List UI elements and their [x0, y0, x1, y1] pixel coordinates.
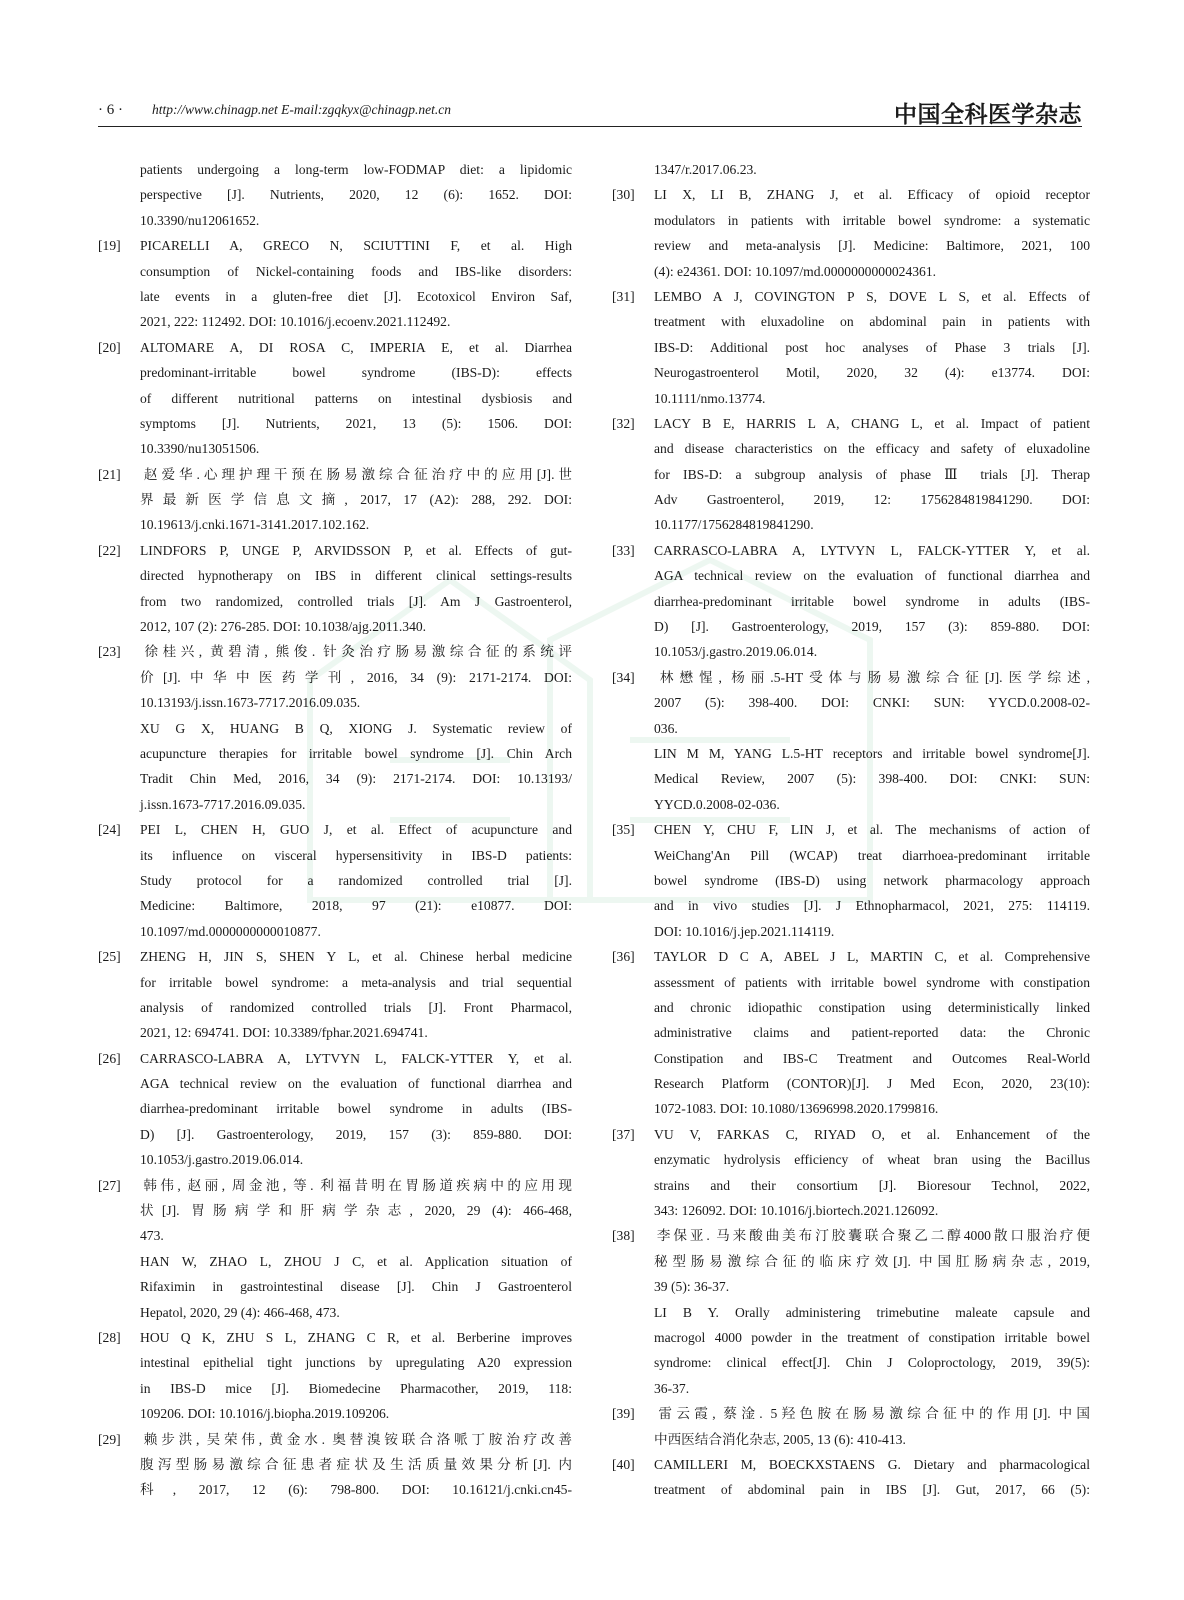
- reference-number: [20]: [98, 339, 121, 355]
- reference-entry-start: [98, 1173, 572, 1198]
- reference-text: enzymatic hydrolysis efficiency of wheat bran using the Bacillus: [654, 1152, 1090, 1168]
- reference-text: syndrome: clinical effect[J]. Chin J Coloproctology, 2019, 39(5):: [654, 1355, 1090, 1371]
- reference-text: j.issn.1673-7717.2016.09.035.: [140, 796, 306, 812]
- reference-entry-start: [612, 1452, 1090, 1477]
- reference-line: [612, 512, 1090, 537]
- reference-text: 2021, 12: 694741. DOI: 10.3389/fphar.2021.694741.: [140, 1025, 428, 1041]
- reference-number: [25]: [98, 949, 121, 965]
- reference-text: 2007 (5): 398-400. DOI: CNKI: SUN: YYCD.0.2008-02-: [654, 695, 1090, 711]
- reference-entry-start: [98, 1427, 572, 1452]
- reference-line: [612, 309, 1090, 334]
- reference-text: 赵爱华.心理护理干预在肠易激综合征治疗中的应用[J].世: [140, 466, 572, 482]
- reference-text: DOI: 10.1016/j.jep.2021.114119.: [654, 923, 835, 939]
- reference-text: 1072-1083. DOI: 10.1080/13696998.2020.1799816.: [654, 1101, 939, 1117]
- reference-entry-start: [98, 639, 572, 664]
- reference-text: LACY B E, HARRIS L A, CHANG L, et al. Impact of patient: [654, 415, 1090, 431]
- reference-text: perspective [J]. Nutrients, 2020, 12 (6): 1652. DOI:: [140, 187, 572, 203]
- reference-number: [34]: [612, 669, 635, 685]
- reference-line: [98, 716, 572, 741]
- reference-line: [98, 284, 572, 309]
- reference-line: [98, 208, 572, 233]
- reference-entry-start: [612, 1122, 1090, 1147]
- references-column-right: [612, 157, 1090, 1503]
- reference-line: [98, 512, 572, 537]
- reference-line: [98, 1071, 572, 1096]
- reference-line: [612, 1198, 1090, 1223]
- reference-text: Hepatol, 2020, 29 (4): 466-468, 473.: [140, 1304, 340, 1320]
- reference-line: [612, 462, 1090, 487]
- reference-text: 36-37.: [654, 1380, 690, 1396]
- reference-text: for IBS-D: a subgroup analysis of phase Ⅲ trials [J]. Therap: [654, 466, 1090, 482]
- reference-line: [98, 309, 572, 334]
- reference-entry-start: [612, 411, 1090, 436]
- reference-text: late events in a gluten-free diet [J]. Ecotoxicol Environ Saf,: [140, 288, 572, 304]
- reference-line: [98, 157, 572, 182]
- reference-line: [612, 893, 1090, 918]
- reference-text: CARRASCO-LABRA A, LYTVYN L, FALCK-YTTER Y, et al.: [654, 542, 1090, 558]
- reference-text: 中西医结合消化杂志, 2005, 13 (6): 410-413.: [654, 1431, 906, 1447]
- reference-line: [98, 1274, 572, 1299]
- reference-line: [98, 259, 572, 284]
- reference-text: and in vivo studies [J]. J Ethnopharmacol, 2021, 275: 114119.: [654, 898, 1090, 914]
- reference-text: 10.3390/nu13051506.: [140, 441, 260, 457]
- reference-entry-start: [98, 233, 572, 258]
- reference-text: strains and their consortium [J]. Bioresour Technol, 2022,: [654, 1177, 1090, 1193]
- reference-entry-start: [98, 538, 572, 563]
- header-rule: [98, 126, 1082, 127]
- reference-number: [23]: [98, 644, 121, 660]
- reference-line: [98, 1147, 572, 1172]
- reference-text: administrative claims and patient-reported data: the Chronic: [654, 1025, 1090, 1041]
- reference-line: [612, 919, 1090, 944]
- reference-text: Study protocol for a randomized controlled trial [J].: [140, 872, 572, 888]
- reference-text: diarrhea-predominant irritable bowel syndrome in adults (IBS-: [140, 1101, 572, 1117]
- reference-number: [19]: [98, 238, 121, 254]
- reference-line: [612, 868, 1090, 893]
- reference-line: [98, 487, 572, 512]
- reference-text: LEMBO A J, COVINGTON P S, DOVE L S, et al. Effects of: [654, 288, 1090, 304]
- reference-line: [98, 766, 572, 791]
- reference-number: [37]: [612, 1126, 635, 1142]
- reference-text: 473.: [140, 1228, 164, 1244]
- reference-text: 韩伟, 赵丽, 周金池, 等. 利福昔明在胃肠道疾病中的应用现: [140, 1177, 572, 1193]
- reference-line: [612, 690, 1090, 715]
- reference-number: [40]: [612, 1456, 635, 1472]
- reference-text: 10.1177/1756284819841290.: [654, 517, 814, 533]
- reference-text: HAN W, ZHAO L, ZHOU J C, et al. Application situation of: [140, 1253, 572, 1269]
- reference-text: XU G X, HUANG B Q, XIONG J. Systematic review of: [140, 720, 572, 736]
- reference-text: CHEN Y, CHU F, LIN J, et al. The mechanisms of action of: [654, 822, 1090, 838]
- reference-text: D) [J]. Gastroenterology, 2019, 157 (3): 859-880. DOI:: [140, 1126, 572, 1142]
- reference-entry-start: [612, 1401, 1090, 1426]
- reference-line: [612, 1325, 1090, 1350]
- reference-text: 036.: [654, 720, 678, 736]
- reference-text: LIN M M, YANG L.5-HT receptors and irritable bowel syndrome[J].: [654, 745, 1090, 761]
- reference-entry-start: [98, 335, 572, 360]
- reference-line: [612, 563, 1090, 588]
- reference-line: [98, 614, 572, 639]
- reference-number: [27]: [98, 1177, 121, 1193]
- reference-text: 界最新医学信息文摘, 2017, 17 (A2): 288, 292. DOI:: [140, 492, 572, 508]
- reference-line: [612, 1376, 1090, 1401]
- reference-text: 林懋惺, 杨丽.5-HT受体与肠易激综合征[J].医学综述,: [654, 669, 1090, 685]
- reference-text: Neurogastroenterol Motil, 2020, 32 (4): e13774. DOI:: [654, 365, 1090, 381]
- reference-number: [29]: [98, 1431, 121, 1447]
- reference-line: [612, 843, 1090, 868]
- reference-line: [612, 1350, 1090, 1375]
- reference-line: [98, 893, 572, 918]
- reference-entry-start: [612, 182, 1090, 207]
- reference-line: [612, 386, 1090, 411]
- reference-text: intestinal epithelial tight junctions by upregulating A20 expression: [140, 1355, 572, 1371]
- reference-text: AGA technical review on the evaluation of functional diarrhea and: [654, 568, 1090, 584]
- reference-line: [612, 360, 1090, 385]
- reference-text: for irritable bowel syndrome: a meta-analysis and trial sequential: [140, 974, 572, 990]
- reference-line: [98, 1477, 572, 1502]
- reference-text: 腹泻型肠易激综合征患者症状及生活质量效果分析[J]. 内: [140, 1456, 572, 1472]
- reference-text: AGA technical review on the evaluation of functional diarrhea and: [140, 1076, 572, 1092]
- reference-text: 10.1111/nmo.13774.: [654, 390, 766, 406]
- reference-line: [98, 1223, 572, 1248]
- reference-text: predominant-irritable bowel syndrome (IBS-D): effects: [140, 365, 572, 381]
- reference-text: Tradit Chin Med, 2016, 34 (9): 2171-2174. DOI: 10.13193/: [140, 771, 572, 787]
- reference-text: symptoms [J]. Nutrients, 2021, 13 (5): 1506. DOI:: [140, 415, 572, 431]
- reference-line: [98, 1452, 572, 1477]
- reference-text: Medicine: Baltimore, 2018, 97 (21): e10877. DOI:: [140, 898, 572, 914]
- reference-text: CAMILLERI M, BOECKXSTAENS G. Dietary and pharmacological: [654, 1456, 1090, 1472]
- reference-line: [612, 1147, 1090, 1172]
- reference-text: 2012, 107 (2): 276-285. DOI: 10.1038/ajg.2011.340.: [140, 619, 427, 635]
- reference-text: 秘型肠易激综合征的临床疗效[J]. 中国肛肠病杂志, 2019,: [654, 1253, 1090, 1269]
- reference-line: [98, 843, 572, 868]
- reference-line: [98, 690, 572, 715]
- reference-entry-start: [612, 1223, 1090, 1248]
- reference-line: [98, 1401, 572, 1426]
- reference-text: TAYLOR D C A, ABEL J L, MARTIN C, et al. Comprehensive: [654, 949, 1090, 965]
- reference-number: [36]: [612, 949, 635, 965]
- reference-line: [612, 766, 1090, 791]
- reference-number: [30]: [612, 187, 635, 203]
- reference-line: [612, 639, 1090, 664]
- reference-line: [98, 1300, 572, 1325]
- reference-line: [612, 335, 1090, 360]
- page-header: [98, 96, 1082, 128]
- reference-text: 价[J].中华中医药学刊, 2016, 34 (9): 2171-2174. DOI:: [140, 669, 572, 685]
- reference-text: directed hypnotherapy on IBS in different clinical settings-results: [140, 568, 572, 584]
- journal-name: 中国全科医学杂志: [894, 102, 1082, 128]
- reference-text: CARRASCO-LABRA A, LYTVYN L, FALCK-YTTER Y, et al.: [140, 1050, 572, 1066]
- reference-line: [98, 792, 572, 817]
- reference-text: consumption of Nickel-containing foods and IBS-like disorders:: [140, 263, 572, 279]
- reference-entry-start: [612, 817, 1090, 842]
- reference-line: [98, 436, 572, 461]
- reference-text: 李保亚. 马来酸曲美布汀胶囊联合聚乙二醇4000散口服治疗便: [654, 1228, 1090, 1244]
- references-column-left: [98, 157, 572, 1503]
- reference-text: Rifaximin in gastrointestinal disease [J]. Chin J Gastroenterol: [140, 1279, 572, 1295]
- reference-text: patients undergoing a long-term low-FODMAP diet: a lipidomic: [140, 162, 572, 177]
- reference-line: [98, 386, 572, 411]
- reference-line: [612, 614, 1090, 639]
- reference-line: [612, 1249, 1090, 1274]
- reference-text: acupuncture therapies for irritable bowel syndrome [J]. Chin Arch: [140, 745, 572, 761]
- reference-number: [38]: [612, 1228, 635, 1244]
- reference-line: [612, 1020, 1090, 1045]
- reference-text: 343: 126092. DOI: 10.1016/j.biortech.2021.126092.: [654, 1203, 939, 1219]
- reference-text: 2021, 222: 112492. DOI: 10.1016/j.ecoenv.2021.112492.: [140, 314, 451, 330]
- reference-text: modulators in patients with irritable bowel syndrome: a systematic: [654, 212, 1090, 228]
- reference-text: 10.19613/j.cnki.1671-3141.2017.102.162.: [140, 517, 370, 533]
- reference-text: and chronic idiopathic constipation using deterministically linked: [654, 999, 1090, 1015]
- reference-number: [32]: [612, 415, 635, 431]
- reference-line: [612, 792, 1090, 817]
- reference-entry-start: [612, 284, 1090, 309]
- reference-line: [98, 563, 572, 588]
- reference-number: [35]: [612, 822, 635, 838]
- reference-line: [98, 411, 572, 436]
- reference-line: [612, 1096, 1090, 1121]
- reference-number: [39]: [612, 1406, 635, 1422]
- reference-number: [28]: [98, 1329, 121, 1345]
- reference-line: [612, 1300, 1090, 1325]
- reference-line: [98, 995, 572, 1020]
- reference-line: [612, 208, 1090, 233]
- reference-entry-start: [98, 1046, 572, 1071]
- journal-contact: http://www.chinagp.net E-mail:zgqkyx@chinagp.net.cn: [152, 102, 451, 117]
- reference-text: ALTOMARE A, DI ROSA C, IMPERIA E, et al. Diarrhea: [140, 339, 572, 355]
- reference-text: VU V, FARKAS C, RIYAD O, et al. Enhancement of the: [654, 1126, 1090, 1142]
- reference-text: and disease characteristics on the efficacy and safety of eluxadoline: [654, 441, 1090, 457]
- reference-text: Constipation and IBS-C Treatment and Outcomes Real-World: [654, 1050, 1090, 1066]
- reference-line: [98, 589, 572, 614]
- reference-text: 徐桂兴, 黄碧清, 熊俊. 针灸治疗肠易激综合征的系统评: [140, 644, 572, 660]
- reference-text: treatment of abdominal pain in IBS [J]. Gut, 2017, 66 (5):: [654, 1482, 1090, 1498]
- reference-text: 科, 2017, 12 (6): 798-800. DOI: 10.16121/j.cnki.cn45-: [140, 1482, 572, 1498]
- reference-entry-start: [612, 538, 1090, 563]
- reference-line: [98, 360, 572, 385]
- reference-text: LINDFORS P, UNGE P, ARVIDSSON P, et al. Effects of gut-: [140, 542, 572, 558]
- reference-text: its influence on visceral hypersensitivity in IBS-D patients:: [140, 847, 572, 863]
- reference-line: [98, 1198, 572, 1223]
- reference-line: [612, 1173, 1090, 1198]
- reference-entry-start: [98, 817, 572, 842]
- reference-entry-start: [98, 462, 572, 487]
- reference-text: of different nutritional patterns on intestinal dysbiosis and: [140, 390, 572, 406]
- reference-line: [98, 1122, 572, 1147]
- reference-line: [98, 1249, 572, 1274]
- reference-line: [98, 970, 572, 995]
- reference-text: 39 (5): 36-37.: [654, 1279, 730, 1295]
- reference-line: [612, 970, 1090, 995]
- page-number: · 6 ·: [98, 102, 123, 118]
- reference-text: HOU Q K, ZHU S L, ZHANG C R, et al. Berberine improves: [140, 1329, 572, 1345]
- reference-number: [24]: [98, 822, 121, 838]
- reference-number: [22]: [98, 542, 121, 558]
- reference-line: [612, 1477, 1090, 1502]
- reference-text: PEI L, CHEN H, GUO J, et al. Effect of acupuncture and: [140, 822, 572, 838]
- reference-text: 1347/r.2017.06.23.: [654, 162, 757, 177]
- reference-line: [612, 233, 1090, 258]
- reference-line: [98, 1376, 572, 1401]
- reference-text: 10.3390/nu12061652.: [140, 212, 260, 228]
- reference-text: Adv Gastroenterol, 2019, 12: 1756284819841290. DOI:: [654, 492, 1090, 508]
- reference-line: [612, 487, 1090, 512]
- reference-line: [98, 868, 572, 893]
- reference-text: YYCD.0.2008-02-036.: [654, 796, 780, 812]
- reference-entry-start: [98, 1325, 572, 1350]
- reference-text: ZHENG H, JIN S, SHEN Y L, et al. Chinese herbal medicine: [140, 949, 572, 965]
- reference-text: D) [J]. Gastroenterology, 2019, 157 (3): 859-880. DOI:: [654, 619, 1090, 635]
- reference-number: [21]: [98, 466, 121, 482]
- reference-line: [98, 919, 572, 944]
- reference-text: 赖步洪, 吴荣伟, 黄金水. 奥替溴铵联合洛哌丁胺治疗改善: [140, 1431, 572, 1447]
- reference-line: [612, 157, 1090, 182]
- reference-text: analysis of randomized controlled trials [J]. Front Pharmacol,: [140, 999, 572, 1015]
- reference-text: assessment of patients with irritable bowel syndrome with constipation: [654, 974, 1090, 990]
- reference-text: bowel syndrome (IBS-D) using network pharmacology approach: [654, 872, 1090, 888]
- reference-line: [612, 589, 1090, 614]
- reference-text: IBS-D: Additional post hoc analyses of Phase 3 trials [J].: [654, 339, 1090, 355]
- reference-text: from two randomized, controlled trials [J]. Am J Gastroenterol,: [140, 593, 572, 609]
- reference-line: [612, 1427, 1090, 1452]
- reference-text: diarrhea-predominant irritable bowel syndrome in adults (IBS-: [654, 593, 1090, 609]
- reference-text: 10.1053/j.gastro.2019.06.014.: [654, 644, 818, 660]
- reference-text: LI X, LI B, ZHANG J, et al. Efficacy of opioid receptor: [654, 187, 1090, 203]
- reference-entry-start: [98, 944, 572, 969]
- reference-text: 109206. DOI: 10.1016/j.biopha.2019.109206.: [140, 1406, 390, 1422]
- reference-line: [612, 259, 1090, 284]
- reference-line: [98, 665, 572, 690]
- reference-number: [26]: [98, 1050, 121, 1066]
- reference-text: LI B Y. Orally administering trimebutine maleate capsule and: [654, 1304, 1090, 1320]
- reference-text: treatment with eluxadoline on abdominal pain in patients with: [654, 314, 1090, 330]
- reference-line: [612, 716, 1090, 741]
- reference-number: [33]: [612, 542, 635, 558]
- reference-line: [612, 995, 1090, 1020]
- reference-text: 雷云霞, 蔡淦. 5羟色胺在肠易激综合征中的作用[J]. 中国: [654, 1406, 1090, 1422]
- reference-text: (4): e24361. DOI: 10.1097/md.0000000000024361.: [654, 263, 937, 279]
- reference-text: 状[J]. 胃肠病学和肝病学杂志, 2020, 29 (4): 466-468,: [140, 1203, 572, 1219]
- reference-line: [612, 1071, 1090, 1096]
- reference-text: in IBS-D mice [J]. Biomedecine Pharmacother, 2019, 118:: [140, 1380, 572, 1396]
- reference-line: [612, 1274, 1090, 1299]
- reference-line: [612, 436, 1090, 461]
- reference-text: Medical Review, 2007 (5): 398-400. DOI: CNKI: SUN:: [654, 771, 1090, 787]
- reference-text: 10.1053/j.gastro.2019.06.014.: [140, 1152, 304, 1168]
- reference-text: 10.13193/j.issn.1673-7717.2016.09.035.: [140, 695, 361, 711]
- reference-line: [98, 1020, 572, 1045]
- reference-text: review and meta-analysis [J]. Medicine: Baltimore, 2021, 100: [654, 238, 1090, 254]
- reference-line: [98, 741, 572, 766]
- reference-entry-start: [612, 944, 1090, 969]
- reference-line: [612, 1046, 1090, 1071]
- reference-entry-start: [612, 665, 1090, 690]
- reference-number: [31]: [612, 288, 635, 304]
- reference-line: [98, 1350, 572, 1375]
- reference-line: [612, 741, 1090, 766]
- reference-text: PICARELLI A, GRECO N, SCIUTTINI F, et al. High: [140, 238, 572, 254]
- reference-text: Research Platform (CONTOR)[J]. J Med Econ, 2020, 23(10):: [654, 1076, 1090, 1092]
- reference-text: WeiChang'An Pill (WCAP) treat diarrhoea-predominant irritable: [654, 847, 1090, 863]
- reference-text: macrogol 4000 powder in the treatment of constipation irritable bowel: [654, 1329, 1090, 1345]
- reference-line: [98, 182, 572, 207]
- reference-line: [98, 1096, 572, 1121]
- reference-text: 10.1097/md.0000000000010877.: [140, 923, 321, 939]
